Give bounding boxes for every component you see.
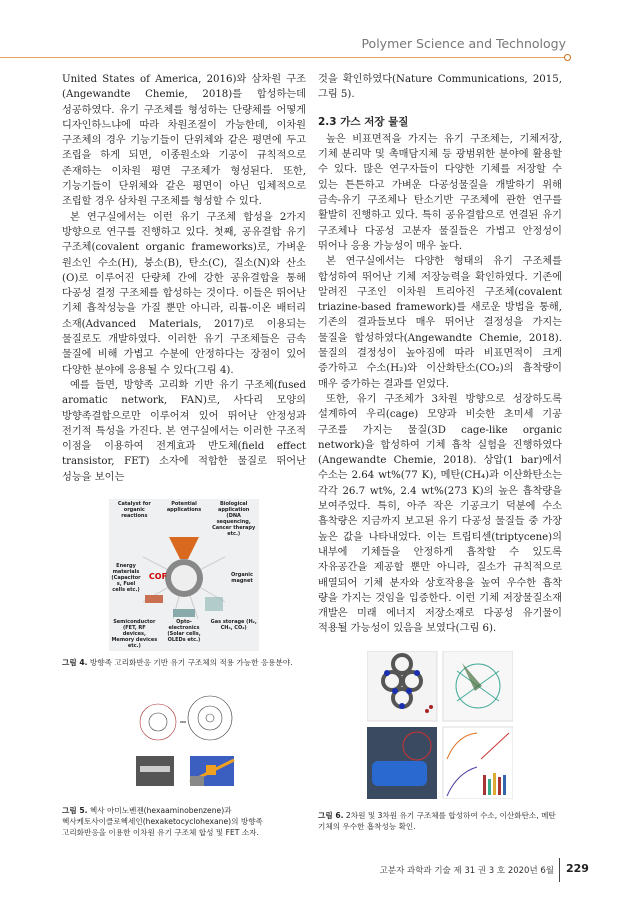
header-divider-end-dot [564,54,571,61]
figure-5-graphic [128,682,240,794]
paragraph: 것을 확인하였다(Nature Communications, 2015, 그림 5). [318,74,562,101]
caption-text: 방향족 고리화반응 기반 유기 구조체의 적용 가능한 응용분야. [87,658,293,668]
footer [0,854,622,904]
paragraph: 본 연구실에서는 이런 유기 구조체 합성을 2가지 방향으로 연구를 진행하고 있다. 첫째, 공유결합 유기 구조체(covalent organic frameworks)로, 가벼운 원소인 수소(H), 붕소(B), 탄소(C), 질소(N)와 산소(O)로 이루어진 단량체 간에 강한 공유결합을 통해 다공성 결정 구조체를 합성하는 것이다. 이들은 뛰어난 기체 흡착성능을 가질 뿐만 아니라, 리튬-이온 배터리 소재(Advanced Materials, 2017)로 이용되는 물질로도 개발하였다. 이러한 유기 구조체들은 금속 물질에 비해 가볍고 수분에 안정하다는 장점이 있어 다양한 분야에 응용될 수 있다(그림 4). [62,211,306,376]
figure-4-label: Opto-electronics (Solar cells, OLEDs etc.) [167,619,201,644]
columns [0,64,622,838]
paragraph: 높은 비표면적을 가지는 유기 구조체는, 기체저장, 기체 분리막 및 촉매담지체 등 광범위한 분야에 활용할 수 있다. 많은 연구자들이 다양한 기체를 저장할 수 있는 튼튼하고 가벼운 다공성물질을 개발하기 위해 금속-유기 구조체나 탄소기반 구조체에 관한 연구를 활발히 진행하고 있다. 특히 공유결합으로 연결된 유기 구조체나 다공성 고분자 물질들은 가볍고 안정성이 뛰어나 응용 가능성이 매우 높다. [318,133,562,252]
header [0,0,622,64]
figure-5-image [128,682,240,799]
cof-label: COF [148,572,168,582]
right-column [318,72,562,832]
figure-6-caption [318,810,562,832]
figure-4-top-label: Potential applications [166,501,202,514]
page-number: 229 [566,862,589,876]
paragraph: 또한, 유기 구조체가 3차원 방향으로 성장하도록 설계하여 우리(cage) 모양과 비슷한 초미세 기공 구조를 가지는 물질(3D cage-like organic network)을 합성하여 기체 흡착 실험을 진행하였다(Angewandte Chemie, 2018). 상압(1 bar)에서 수소는 2.64 wt%(77 K), 메탄(CH₄)과 이산화탄소는 각각 26.7 wt%, 2.4 wt%(273 K)의 높은 흡착량을 보여주었다. 특히, 아주 작은 기공크기 덕분에 수소 흡착량은 지금까지 보고된 유기 다공성 물질들 중 가장 높은 값을 나타내었다. 이는 트립티센(triptycene)의 내부에 기체들을 안정하게 흡착할 수 있도록 자유공간을 제공할 뿐만 아니라, 질소가 규칙적으로 배열되어 기체 분자와 상호작용을 높여 우수한 흡착 량을 가지는 것임을 입증한다. 이런 기체 저장물질소재 개발은 미래 에너지 저장소재로 다공성 유기물이 적용될 가능성이 있음을 보였다(그림 6). [318,393,562,635]
figure-4-middle-row [111,537,257,619]
caption-text: 2차원 및 3차원 유기 구조체를 합성하여 수소, 이산화탄소, 메탄 기체의 우수한 흡착성능 확인. [318,810,556,831]
caption-label: 그림 5. [62,806,88,816]
paragraph: United States of America, 2016)와 삼차원 구조(Angewandte Chemie, 2018)를 합성하는데 성공하였다. 유기 구조체를 형성하는 단량체를 어떻게 디자인하느냐에 따라 차원조절이 가능한데, 이차원 구조체의 경우 기능기들이 단위체와 같은 평면에 두고 조립을 하게 되면, 이종원소와 기공이 규칙적으로 존재하는 이차원 평면 구조체가 형성된다. 또한, 기능기들이 단위체와 같은 평면이 아닌 입체적으로 조립할 경우 삼차원 구조체를 형성할 수 있다. [62,74,306,208]
paragraph: 예를 들면, 방향족 고리화 기반 유기 구조체(fused aromatic network, FAN)로, 사다리 모양의 방향족결합으로만 이루어져 있어 뛰어난 안정성과 전기적 특성을 가진다. 본 연구실에서는 이러한 구조적 이점을 이용하여 전계효과 반도체(field effect transistor, FET) 소자에 적합한 물질로 뛰어난 성능을 보이는 [62,379,306,483]
footer-divider [559,858,560,882]
figure-4-label: Gas storage (H₂, CH₄, CO₂) [210,619,257,632]
caption-label: 그림 6. [318,810,344,820]
figure-4-label: Energy materials (Capacitors, Fuel cells etc.) [111,563,141,594]
figure-4-label: Organic magnet [231,572,253,585]
figure-4-top-row [111,501,257,537]
figure-4-label: Semiconductor (FET, RF devices, Memory devices etc.) [111,619,158,650]
figure-4-label: Biological application (DNA sequencing, Cancer therapy etc.) [212,501,256,538]
journal-title: Polymer Science and Technology [361,36,566,51]
left-column [62,72,306,838]
figure-4-graphic [143,537,225,619]
figure-6-graphic [367,651,513,799]
figure-5-caption [62,805,306,838]
caption-text: 헥사 아미노벤젠(hexaaminobenzene)과 헥사케토사이클로헥세인(hexaketocyclohexane)의 방향족 고리화반응을 이용한 이차원 유기 구조체 합성 및 FET 소자. [62,806,263,838]
figure-4-label: Catalyst for organic reactions [117,501,151,520]
header-divider [0,57,566,58]
journal-info: 고분자 과학과 기술 제 31 권 3 호 2020년 6월 [379,866,554,877]
paragraph: 본 연구실에서는 다양한 형태의 유기 구조체를 합성하여 뛰어난 기체 저장능력을 확인하였다. 기존에 알려진 구조인 이차원 트리아진 구조체(covalent triazine-based framework)를 새로운 방법을 통해, 기존의 결과들보다 매우 뛰어난 결정성을 가지는 물질을 합성하였다(Angewandte Chemie, 2018). 물질의 결정성이 높아짐에 따라 비표면적이 크게 증가하고 수소(H₂)와 이산화탄소(CO₂)의 흡착량이 매우 증가하는 결과를 얻었다. [318,256,562,390]
section-heading: 2.3 가스 저장 물질 [318,115,409,128]
figure-4-bottom-row [111,619,257,649]
figure-6-image [367,651,513,804]
figure-4-image [109,499,259,651]
caption-label: 그림 4. [62,658,88,668]
figure-4-caption [62,657,306,668]
